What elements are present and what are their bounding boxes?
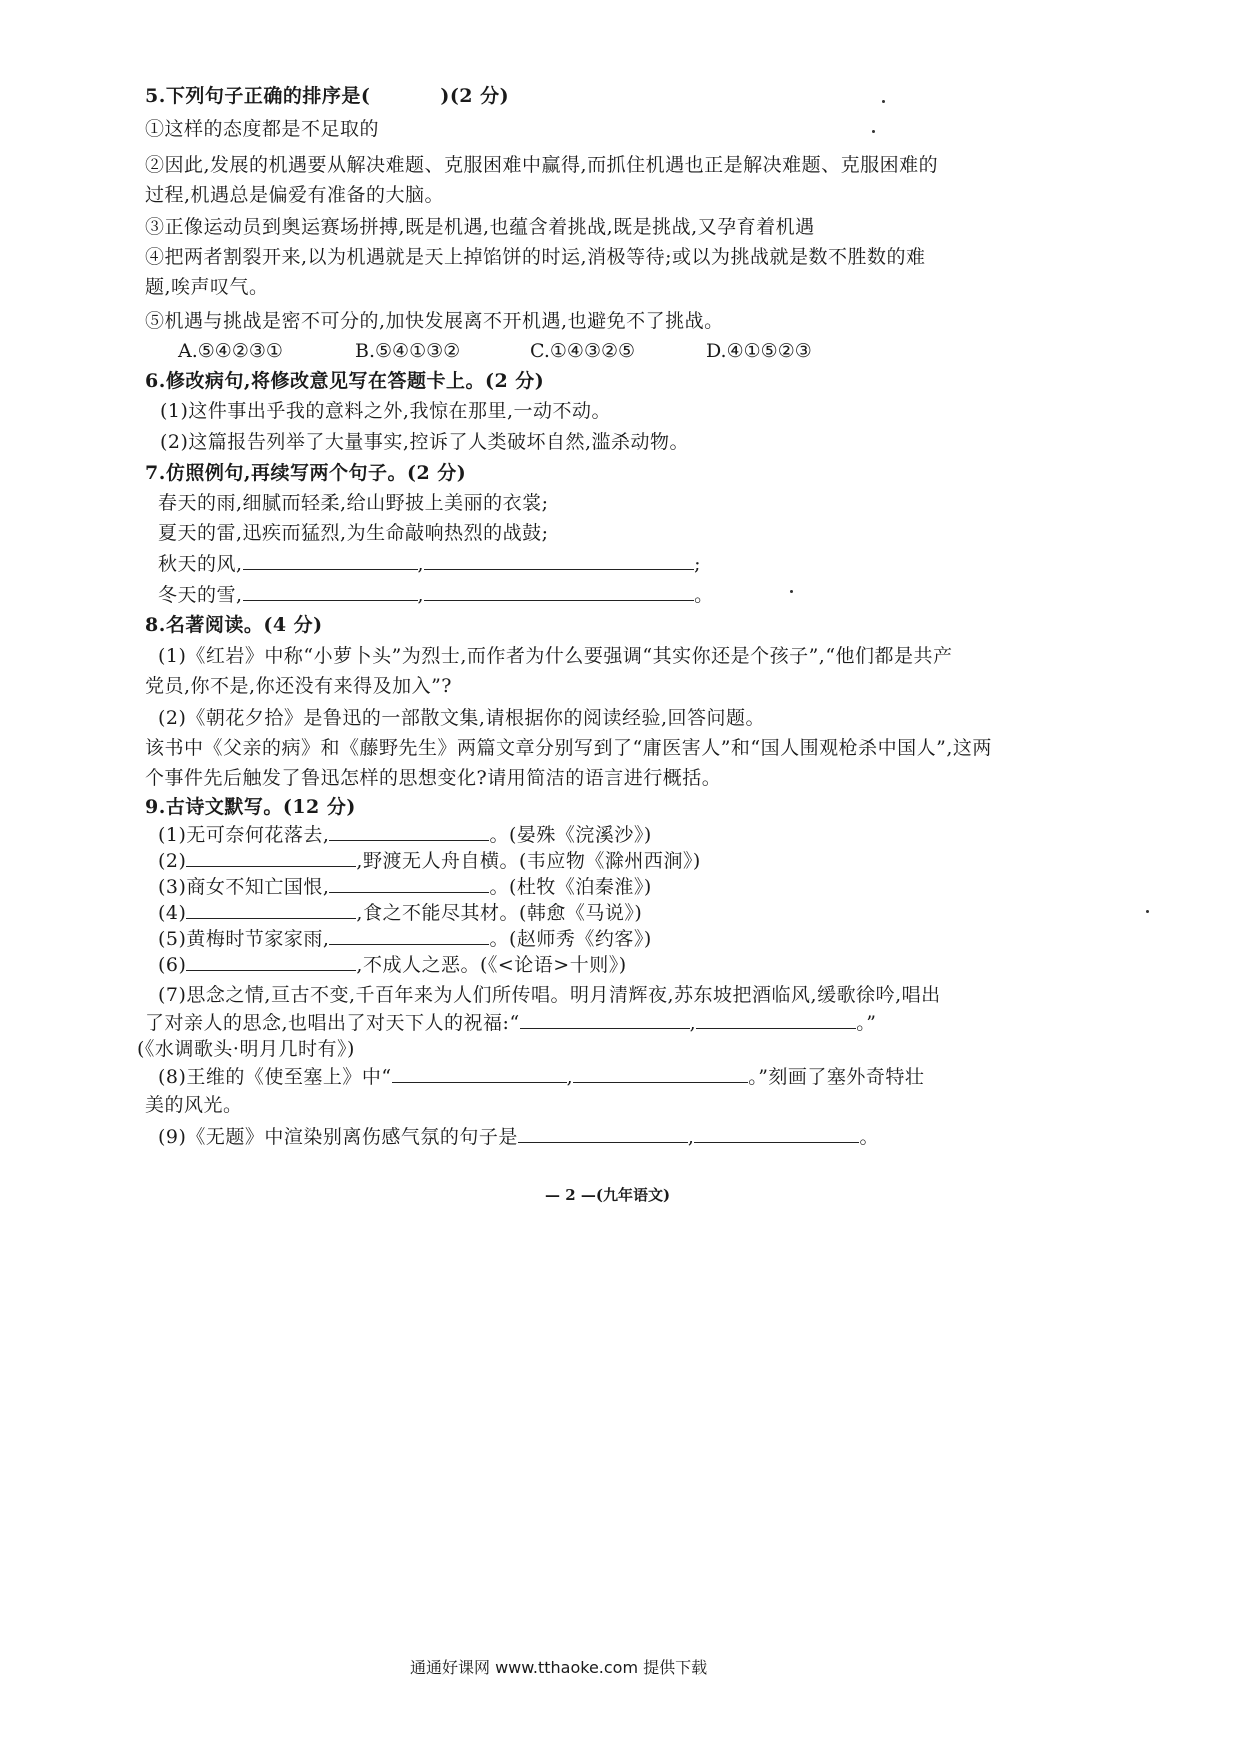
q9-l9-prefix: (9)《无题》中渲染别离伤感气氛的句子是 — [158, 1126, 518, 1148]
q5-option-a: A.⑤④②③① — [178, 340, 283, 362]
q9-line-8a — [158, 1064, 924, 1090]
q9-line-2 — [158, 848, 701, 874]
scan-speck — [882, 100, 885, 103]
q9-l3-prefix: (3)商女不知亡国恨, — [158, 876, 330, 898]
q5-option-b: B.⑤④①③② — [355, 340, 461, 362]
q7-example-2: 夏天的雷,迅疾而猛烈,为生命敲响热烈的战鼓; — [158, 522, 549, 544]
scan-speck — [790, 590, 793, 593]
q7-example-1: 春天的雨,细腻而轻柔,给山野披上美丽的衣裳; — [158, 492, 549, 514]
scan-speck — [872, 130, 875, 133]
q9-l4-suffix: ,食之不能尽其材。(韩愈《马说》) — [356, 902, 643, 924]
answer-blank[interactable] — [329, 926, 489, 945]
q5-sentence-3: ③正像运动员到奥运赛场拼搏,既是机遇,也蕴含着挑战,既是挑战,又孕育着机遇 — [145, 216, 815, 238]
answer-blank[interactable] — [329, 874, 489, 893]
q9-l5-prefix: (5)黄梅时节家家雨, — [158, 928, 330, 950]
answer-blank[interactable] — [573, 1064, 748, 1083]
period: 。 — [859, 1126, 879, 1148]
q5-sentence-2b: 过程,机遇总是偏爱有准备的大脑。 — [145, 184, 445, 206]
q7-fill-1-prefix: 秋天的风, — [158, 553, 243, 575]
q5-sentence-2a: ②因此,发展的机遇要从解决难题、克服困难中赢得,而抓住机遇也正是解决难题、克服困难的 — [145, 154, 939, 176]
semicolon: ; — [694, 553, 701, 575]
q9-line-8d: 美的风光。 — [145, 1094, 243, 1116]
q9-l7-prefix: 了对亲人的思念,也唱出了对天下人的祝福:“ — [145, 1012, 520, 1034]
q9-l7-close: 。” — [856, 1012, 877, 1034]
q6-title: 6.修改病句,将修改意见写在答题卡上。(2 分) — [145, 370, 545, 392]
q9-l1-prefix: (1)无可奈何花落去, — [158, 824, 330, 846]
answer-blank[interactable] — [186, 848, 356, 867]
q9-line-7a: (7)思念之情,亘古不变,千百年来为人们所传唱。明月清辉夜,苏东坡把酒临风,缓歌徐吟,唱出 — [158, 984, 941, 1006]
q5-sentence-4b: 题,唉声叹气。 — [145, 276, 269, 298]
answer-blank[interactable] — [424, 582, 694, 601]
comma: , — [417, 584, 425, 606]
comma: , — [566, 1066, 574, 1088]
q9-line-7b — [145, 1010, 876, 1036]
q9-l2-prefix: (2) — [158, 850, 187, 872]
comma: , — [417, 553, 425, 575]
period: 。 — [694, 584, 714, 606]
q9-line-9 — [158, 1124, 879, 1150]
q5-option-d: D.④①⑤②③ — [706, 340, 812, 362]
q9-l6-suffix: ,不成人之恶。(《<论语>十则》) — [356, 954, 627, 976]
q5-sentence-1: ①这样的态度都是不足取的 — [145, 118, 380, 140]
answer-blank[interactable] — [243, 551, 418, 570]
q8-sentence-3b: 个事件先后触发了鲁迅怎样的思想变化?请用简洁的语言进行概括。 — [145, 767, 722, 789]
q7-fill-2 — [158, 582, 714, 608]
q9-line-6 — [158, 952, 627, 978]
q5-title: 5.下列句子正确的排序是( — [145, 85, 371, 107]
q9-l3-suffix: 。(杜牧《泊秦淮》) — [489, 876, 652, 898]
answer-blank[interactable] — [186, 952, 356, 971]
comma: , — [689, 1012, 697, 1034]
q9-l8-prefix: (8)王维的《使至塞上》中“ — [158, 1066, 392, 1088]
scan-speck — [1146, 910, 1149, 913]
q8-sentence-1b: 党员,你不是,你还没有来得及加入”? — [145, 675, 452, 697]
q9-line-1 — [158, 822, 652, 848]
q5-sentence-5: ⑤机遇与挑战是密不可分的,加快发展离不开机遇,也避免不了挑战。 — [145, 310, 724, 332]
q8-sentence-3a: 该书中《父亲的病》和《藤野先生》两篇文章分别写到了“庸医害人”和“国人围观枪杀中国人”,这两 — [145, 737, 992, 759]
answer-blank[interactable] — [186, 900, 356, 919]
q5-title-line — [145, 83, 509, 109]
q9-line-5 — [158, 926, 652, 952]
q9-title: 9.古诗文默写。(12 分) — [145, 796, 356, 818]
q8-sentence-1a: (1)《红岩》中称“小萝卜头”为烈士,而作者为什么要强调“其实你还是个孩子”,“他们都是共产 — [158, 645, 953, 667]
q7-fill-1 — [158, 551, 701, 577]
answer-blank[interactable] — [696, 1010, 856, 1029]
q9-l6-prefix: (6) — [158, 954, 187, 976]
site-footer: 通通好课网 www.tthaoke.com 提供下载 — [410, 1658, 708, 1677]
q9-l2-suffix: ,野渡无人舟自横。(韦应物《滁州西涧》) — [356, 850, 701, 872]
q9-line-3 — [158, 874, 652, 900]
answer-blank[interactable] — [520, 1010, 690, 1029]
q7-title: 7.仿照例句,再续写两个句子。(2 分) — [145, 462, 467, 484]
q5-option-c: C.①④③②⑤ — [530, 340, 636, 362]
q5-sentence-4a: ④把两者割裂开来,以为机遇就是天上掉馅饼的时运,消极等待;或以为挑战就是数不胜数的难 — [145, 246, 926, 268]
answer-blank[interactable] — [424, 551, 694, 570]
answer-blank[interactable] — [392, 1064, 567, 1083]
q9-line-4 — [158, 900, 642, 926]
answer-blank[interactable] — [518, 1124, 688, 1143]
q9-l8-suffix: 。”刻画了塞外奇特壮 — [748, 1066, 925, 1088]
q9-l1-suffix: 。(晏殊《浣溪沙》) — [489, 824, 652, 846]
q9-line-7e: (《水调歌头·明月几时有》) — [137, 1038, 355, 1060]
page-number: — 2 —(九年语文) — [545, 1186, 671, 1204]
comma: , — [687, 1126, 695, 1148]
q6-sentence-2: (2)这篇报告列举了大量事实,控诉了人类破坏自然,滥杀动物。 — [160, 431, 689, 453]
q9-l4-prefix: (4) — [158, 902, 187, 924]
answer-blank[interactable] — [243, 582, 418, 601]
q6-sentence-1: (1)这件事出乎我的意料之外,我惊在那里,一动不动。 — [160, 400, 611, 422]
answer-blank[interactable] — [329, 822, 489, 841]
q8-sentence-2: (2)《朝花夕拾》是鲁迅的一部散文集,请根据你的阅读经验,回答问题。 — [158, 707, 765, 729]
q5-title-end: )(2 分) — [440, 85, 510, 107]
answer-blank[interactable] — [694, 1124, 859, 1143]
q8-title: 8.名著阅读。(4 分) — [145, 614, 323, 636]
q7-fill-2-prefix: 冬天的雪, — [158, 584, 243, 606]
q9-l5-suffix: 。(赵师秀《约客》) — [489, 928, 652, 950]
